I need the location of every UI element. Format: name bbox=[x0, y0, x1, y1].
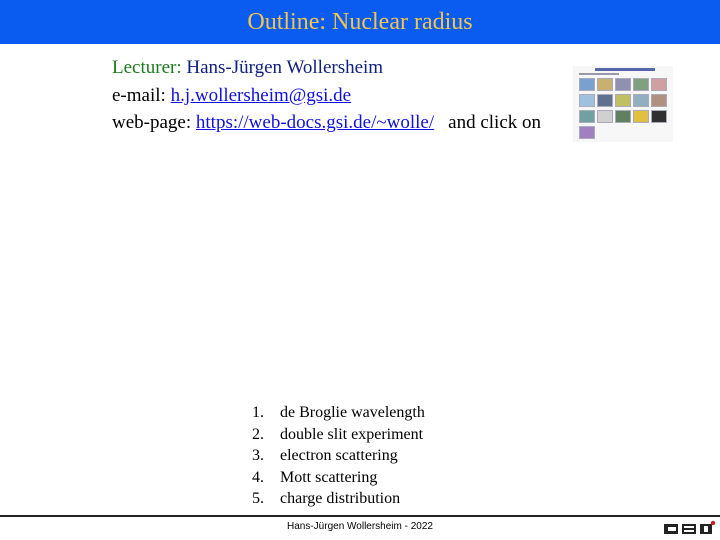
footer-divider bbox=[0, 515, 720, 517]
gsi-logo-icon bbox=[662, 520, 716, 536]
lecturer-name: Hans-Jürgen Wollersheim bbox=[186, 57, 384, 78]
list-item: 4. Mott scattering bbox=[252, 468, 378, 486]
thumbnail-tile bbox=[579, 110, 595, 123]
thumbnail-tile bbox=[633, 78, 649, 91]
lecturer-line bbox=[112, 56, 383, 80]
footer-text: Hans-Jürgen Wollersheim - 2022 bbox=[287, 521, 433, 532]
lecturer-label: Lecturer: bbox=[112, 57, 182, 78]
thumbnail-tile bbox=[633, 94, 649, 107]
list-item: 5. charge distribution bbox=[252, 490, 401, 507]
webpage-line bbox=[112, 111, 541, 135]
list-item: 2. double slit experiment bbox=[252, 425, 424, 443]
thumbnail-tile bbox=[615, 110, 631, 123]
thumbnail-tile bbox=[597, 94, 613, 107]
thumbnail-tile bbox=[579, 126, 595, 139]
email-label: e-mail: bbox=[112, 85, 166, 106]
webpage-link[interactable]: https://web-docs.gsi.de/~wolle/ bbox=[195, 112, 435, 133]
thumbnail-tile bbox=[615, 78, 631, 91]
list-item: 1. de Broglie wavelength bbox=[252, 404, 425, 421]
webpage-label: web-page: bbox=[112, 112, 192, 133]
thumbnail-tile bbox=[579, 94, 595, 107]
website-thumbnail-icon[interactable] bbox=[573, 66, 673, 142]
email-link[interactable]: h.j.wollersheim@gsi.de bbox=[170, 85, 352, 106]
thumbnail-tile bbox=[597, 78, 613, 91]
thumbnail-tile bbox=[651, 78, 667, 91]
thumbnail-tile bbox=[651, 94, 667, 107]
email-line bbox=[112, 84, 351, 108]
thumbnail-tile bbox=[615, 94, 631, 107]
page-title: Outline: Nuclear radius bbox=[247, 9, 473, 35]
thumbnail-tile bbox=[579, 78, 595, 91]
thumbnail-tile bbox=[651, 110, 667, 123]
topic-list bbox=[252, 402, 425, 510]
thumbnail-tile bbox=[633, 110, 649, 123]
list-item: 3. electron scattering bbox=[252, 447, 398, 464]
webpage-suffix: and click on bbox=[448, 112, 542, 133]
thumbnail-tile bbox=[597, 110, 613, 123]
